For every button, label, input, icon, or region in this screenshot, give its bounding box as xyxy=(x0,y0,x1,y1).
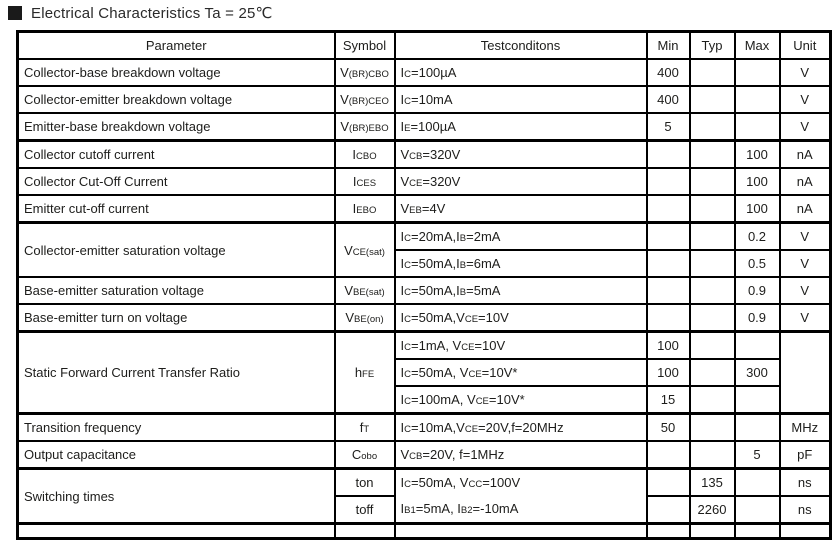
cell-unit: V xyxy=(780,59,831,86)
cell-typ xyxy=(690,195,735,223)
cell-conditions: IC=20mA,IB=2mA xyxy=(395,223,647,251)
cell-min xyxy=(647,441,690,469)
table-row xyxy=(18,86,831,113)
cell-typ xyxy=(690,86,735,113)
table-row xyxy=(18,59,831,86)
header-max: Max xyxy=(735,32,780,60)
cell-max xyxy=(735,59,780,86)
cell-symbol: V(BR)EBO xyxy=(335,113,395,141)
cell-max: 0.9 xyxy=(735,277,780,304)
cell-unit: ns xyxy=(780,496,831,524)
cell-conditions: IC=50mA, VCE=10V* xyxy=(395,359,647,386)
table-row xyxy=(18,141,831,169)
cell-symbol: VBE(on) xyxy=(335,304,395,332)
cell-min xyxy=(647,195,690,223)
cell-conditions: VCE=320V xyxy=(395,168,647,195)
cell-symbol: V(BR)CBO xyxy=(335,59,395,86)
cell-max: 100 xyxy=(735,168,780,195)
cell-conditions: IC=10mA,VCE=20V,f=20MHz xyxy=(395,414,647,442)
cell-max xyxy=(735,86,780,113)
cell-unit: V xyxy=(780,304,831,332)
cell-typ xyxy=(690,441,735,469)
table-row xyxy=(18,414,831,442)
cell-conditions: VCB=20V, f=1MHz xyxy=(395,441,647,469)
cell-typ xyxy=(690,113,735,141)
characteristics-table-container xyxy=(16,30,829,517)
cell-conditions: IC=10mA xyxy=(395,86,647,113)
cell-symbol: VBE(sat) xyxy=(335,277,395,304)
cell-symbol: VCE(sat) xyxy=(335,223,395,278)
cell-typ xyxy=(690,168,735,195)
cell-parameter: Collector-emitter saturation voltage xyxy=(18,223,335,278)
cell-symbol: Cobo xyxy=(335,441,395,469)
cell-typ xyxy=(690,141,735,169)
header-parameter: Parameter xyxy=(18,32,335,60)
cell-unit: MHz xyxy=(780,414,831,442)
cell-max xyxy=(735,332,780,360)
cell-parameter: Collector Cut-Off Current xyxy=(18,168,335,195)
cell-parameter: Transition frequency xyxy=(18,414,335,442)
cell-typ xyxy=(690,386,735,414)
cell-parameter: Output capacitance xyxy=(18,441,335,469)
cell-max xyxy=(735,386,780,414)
table-row xyxy=(18,113,831,141)
cell-min: 100 xyxy=(647,332,690,360)
table-row xyxy=(18,277,831,304)
cell-min xyxy=(647,304,690,332)
cell-symbol: IEBO xyxy=(335,195,395,223)
table-row xyxy=(18,223,831,251)
cell-unit: V xyxy=(780,223,831,251)
cell-max: 100 xyxy=(735,195,780,223)
table-header-row xyxy=(18,32,831,60)
cell-parameter: Base-emitter saturation voltage xyxy=(18,277,335,304)
table-row xyxy=(18,195,831,223)
cell-symbol: ICES xyxy=(335,168,395,195)
cell-conditions: IC=50mA,IB=5mA xyxy=(395,277,647,304)
cell-typ xyxy=(690,359,735,386)
section-marker-icon xyxy=(8,6,22,20)
cell-typ: 2260 xyxy=(690,496,735,524)
cell-min xyxy=(647,223,690,251)
cell-conditions: IE=100µA xyxy=(395,113,647,141)
cell-max: 0.9 xyxy=(735,304,780,332)
electrical-characteristics-table xyxy=(16,30,832,540)
cell-conditions: IC=100µA xyxy=(395,59,647,86)
cell-unit: V xyxy=(780,250,831,277)
section-title-text: Electrical Characteristics Ta = 25℃ xyxy=(31,5,273,22)
header-min: Min xyxy=(647,32,690,60)
cell-parameter: Collector cutoff current xyxy=(18,141,335,169)
cell-conditions: IC=50mA,VCE=10V xyxy=(395,304,647,332)
cell-min xyxy=(647,277,690,304)
cell-symbol: toff xyxy=(335,496,395,524)
cell-conditions: IC=50mA,IB=6mA xyxy=(395,250,647,277)
cell-unit: V xyxy=(780,277,831,304)
cell-parameter: Emitter-base breakdown voltage xyxy=(18,113,335,141)
cell-min: 5 xyxy=(647,113,690,141)
cell-typ xyxy=(690,414,735,442)
cell-max: 0.2 xyxy=(735,223,780,251)
header-conditions: Testconditons xyxy=(395,32,647,60)
cell-parameter: Base-emitter turn on voltage xyxy=(18,304,335,332)
cell-max xyxy=(735,496,780,524)
cell-typ xyxy=(690,59,735,86)
cell-unit: V xyxy=(780,86,831,113)
cell-typ xyxy=(690,250,735,277)
cell-unit: nA xyxy=(780,195,831,223)
cell-min: 15 xyxy=(647,386,690,414)
cutoff-row xyxy=(18,524,831,539)
cell-max: 0.5 xyxy=(735,250,780,277)
cell-typ xyxy=(690,332,735,360)
cell-max xyxy=(735,469,780,497)
cell-symbol: ton xyxy=(335,469,395,497)
cell-unit: pF xyxy=(780,441,831,469)
cell-min xyxy=(647,141,690,169)
cell-conditions: VCB=320V xyxy=(395,141,647,169)
cell-symbol: fT xyxy=(335,414,395,442)
header-symbol: Symbol xyxy=(335,32,395,60)
cell-typ xyxy=(690,277,735,304)
table-row xyxy=(18,304,831,332)
cell-typ xyxy=(690,304,735,332)
cell-min: 400 xyxy=(647,86,690,113)
table-row xyxy=(18,168,831,195)
header-unit: Unit xyxy=(780,32,831,60)
cell-min xyxy=(647,250,690,277)
cell-max: 300 xyxy=(735,359,780,386)
table-row xyxy=(18,469,831,497)
table-row xyxy=(18,441,831,469)
cell-max: 100 xyxy=(735,141,780,169)
cell-typ xyxy=(690,223,735,251)
cell-unit: V xyxy=(780,113,831,141)
cell-min: 100 xyxy=(647,359,690,386)
cell-symbol: V(BR)CEO xyxy=(335,86,395,113)
cell-unit: ns xyxy=(780,469,831,497)
condition-line-toff: IB1=5mA, IB2=-10mA xyxy=(400,500,519,516)
cell-max: 5 xyxy=(735,441,780,469)
table-row xyxy=(18,332,831,360)
cell-symbol: hFE xyxy=(335,332,395,414)
cell-min xyxy=(647,496,690,524)
condition-line-ton: IC=50mA, VCC=100V xyxy=(400,474,521,490)
cell-min: 400 xyxy=(647,59,690,86)
cell-conditions: VEB=4V xyxy=(395,195,647,223)
cell-unit xyxy=(780,332,831,414)
cell-parameter: Static Forward Current Transfer Ratio xyxy=(18,332,335,414)
cell-conditions: IC=1mA, VCE=10V xyxy=(395,332,647,360)
cell-parameter: Switching times xyxy=(18,469,335,524)
cell-min xyxy=(647,469,690,497)
cell-max xyxy=(735,414,780,442)
cell-min xyxy=(647,168,690,195)
section-title xyxy=(8,4,273,22)
header-typ: Typ xyxy=(690,32,735,60)
cell-parameter: Emitter cut-off current xyxy=(18,195,335,223)
cell-unit: nA xyxy=(780,141,831,169)
cell-symbol: ICBO xyxy=(335,141,395,169)
cell-parameter: Collector-base breakdown voltage xyxy=(18,59,335,86)
cell-typ: 135 xyxy=(690,469,735,497)
cell-conditions-merged xyxy=(395,469,647,524)
cell-min: 50 xyxy=(647,414,690,442)
cell-conditions: IC=100mA, VCE=10V* xyxy=(395,386,647,414)
cell-unit: nA xyxy=(780,168,831,195)
cell-max xyxy=(735,113,780,141)
cell-parameter: Collector-emitter breakdown voltage xyxy=(18,86,335,113)
